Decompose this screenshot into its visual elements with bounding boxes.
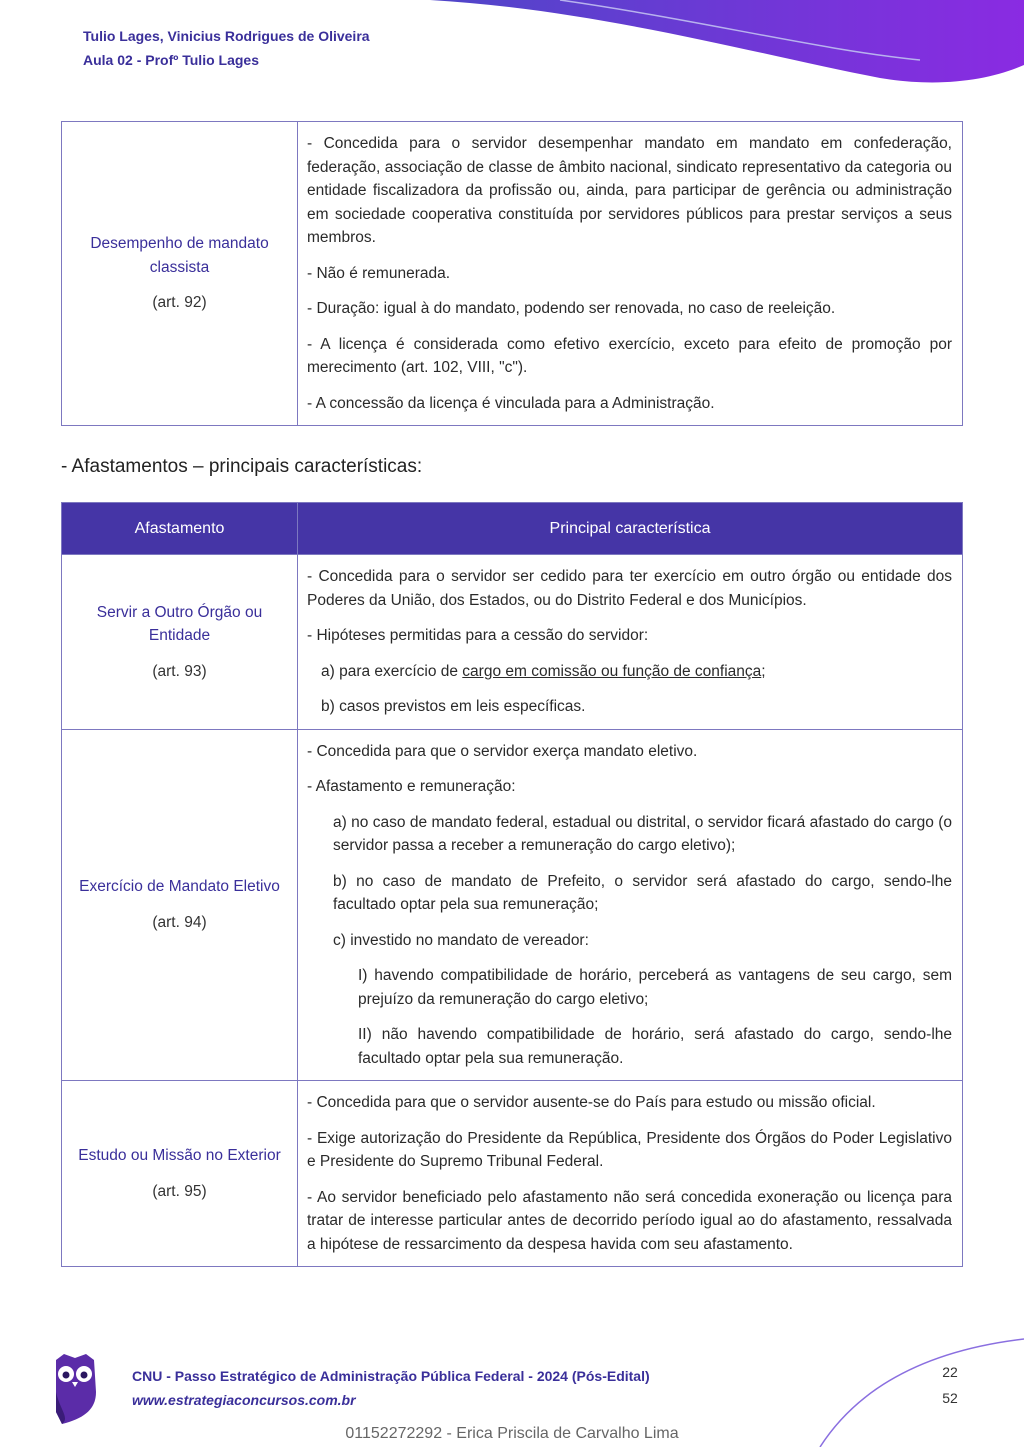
header-wave-decoration [0,0,1024,95]
header-class: Aula 02 - Profº Tulio Lages [83,52,259,68]
header-author: Tulio Lages, Vinicius Rodrigues de Oliveira [83,28,370,44]
list-item: b) no caso de mandato de Prefeito, o servidor será afastado do cargo, sendo-lhe facultado optar pela sua remuneração; [333,872,952,913]
row-description-cell [298,122,963,426]
list-item-text: ; [761,662,766,680]
row-label-cell [62,729,298,1081]
list-item: a) no caso de mandato federal, estadual ou distrital, o servidor ficará afastado do cargo (o servidor passa a receber a remuneração do cargo eletivo); [333,813,952,854]
paragraph: - A licença é considerada como efetivo exercício, exceto para efeito de promoção por merecimento (art. 102, VIII, "c"). [307,335,952,376]
section-title: - Afastamentos – principais características: [61,456,423,477]
row-name: Servir a Outro Órgão ou Entidade [96,603,263,644]
list-item: c) investido no mandato de vereador: [333,931,589,949]
row-article: (art. 93) [152,662,207,680]
paragraph: - Exige autorização do Presidente da República, Presidente dos Órgãos do Poder Legislativo e Presidente do Supremo Tribunal Federal. [307,1129,952,1170]
paragraph: - A concessão da licença é vinculada para a Administração. [307,394,715,412]
row-description-cell [298,1081,963,1267]
row-article: (art. 95) [152,1182,207,1200]
list-item [307,660,952,684]
sub-list-item: I) havendo compatibilidade de horário, perceberá as vantagens de seu cargo, sem prejuízo da remuneração do cargo eletivo; [358,967,952,1008]
row-name: Exercício de Mandato Eletivo [79,878,280,896]
table-row [62,729,963,1081]
row-name: Estudo ou Missão no Exterior [78,1147,281,1164]
licenca-table [61,121,963,426]
sub-list-item: II) não havendo compatibilidade de horário, será afastado do cargo, sendo-lhe facultado optar pela sua remuneração. [358,1026,952,1067]
row-label-cell [62,1081,298,1267]
list-item: b) casos previstos em leis específicas. [321,698,586,715]
row-description-cell [298,555,963,730]
column-header-afastamento: Afastamento [62,503,298,555]
table-row [62,122,963,426]
paragraph: - Concedida para o servidor ser cedido para ter exercício em outro órgão ou entidade dos Poderes da União, dos Estados, ou do Distrito Federal e dos Municípios. [307,568,952,609]
row-label-cell [62,122,298,426]
row-article: (art. 94) [152,913,207,931]
afastamentos-table [61,502,963,1267]
column-header-caracteristica: Principal característica [298,503,963,555]
footer-website-link[interactable]: www.estrategiaconcursos.com.br [132,1392,356,1408]
paragraph: - Duração: igual à do mandato, podendo ser renovada, no caso de reeleição. [307,300,836,317]
paragraph: - Concedida para o servidor desempenhar mandato em mandato em confederação, federação, associação de classe de âmbito nacional, sindicato representativo da categoria ou entidade fiscalizadora da profissão ou, ainda, para participar de gerência ou administração em sociedade cooperativa constituída por servidores públicos para prestar serviços a seus membros. [307,135,952,246]
paragraph: - Afastamento e remuneração: [307,778,516,795]
page-total: 52 [942,1390,958,1406]
page-number: 22 [942,1364,958,1380]
table-row [62,1081,963,1267]
row-description-cell [298,729,963,1081]
paragraph: - Não é remunerada. [307,264,451,282]
underlined-term: cargo em comissão ou função de confiança [462,662,762,680]
owl-logo-icon [50,1352,100,1424]
paragraph: - Ao servidor beneficiado pelo afastamento não será concedida exoneração ou licença para tratar de interesse particular antes de decorrido período igual ao do afastamento, ressalvada a hipótese de ressarcimento da despesa havida com seu afastamento. [307,1188,952,1253]
watermark: 01152272292 - Erica Priscila de Carvalho Lima [345,1425,679,1442]
row-label-cell [62,555,298,730]
paragraph: - Hipóteses permitidas para a cessão do servidor: [307,627,649,644]
table-header-row [62,503,963,555]
footer-course-title: CNU - Passo Estratégico de Administração Pública Federal - 2024 (Pós-Edital) [132,1368,650,1384]
list-item-text: a) para exercício de [321,662,463,680]
row-name: Desempenho de mandato classista [90,235,269,276]
row-article: (art. 92) [152,294,207,312]
paragraph: - Concedida para que o servidor exerça mandato eletivo. [307,742,698,760]
table-row [62,555,963,730]
paragraph: - Concedida para que o servidor ausente-se do País para estudo ou missão oficial. [307,1094,876,1111]
